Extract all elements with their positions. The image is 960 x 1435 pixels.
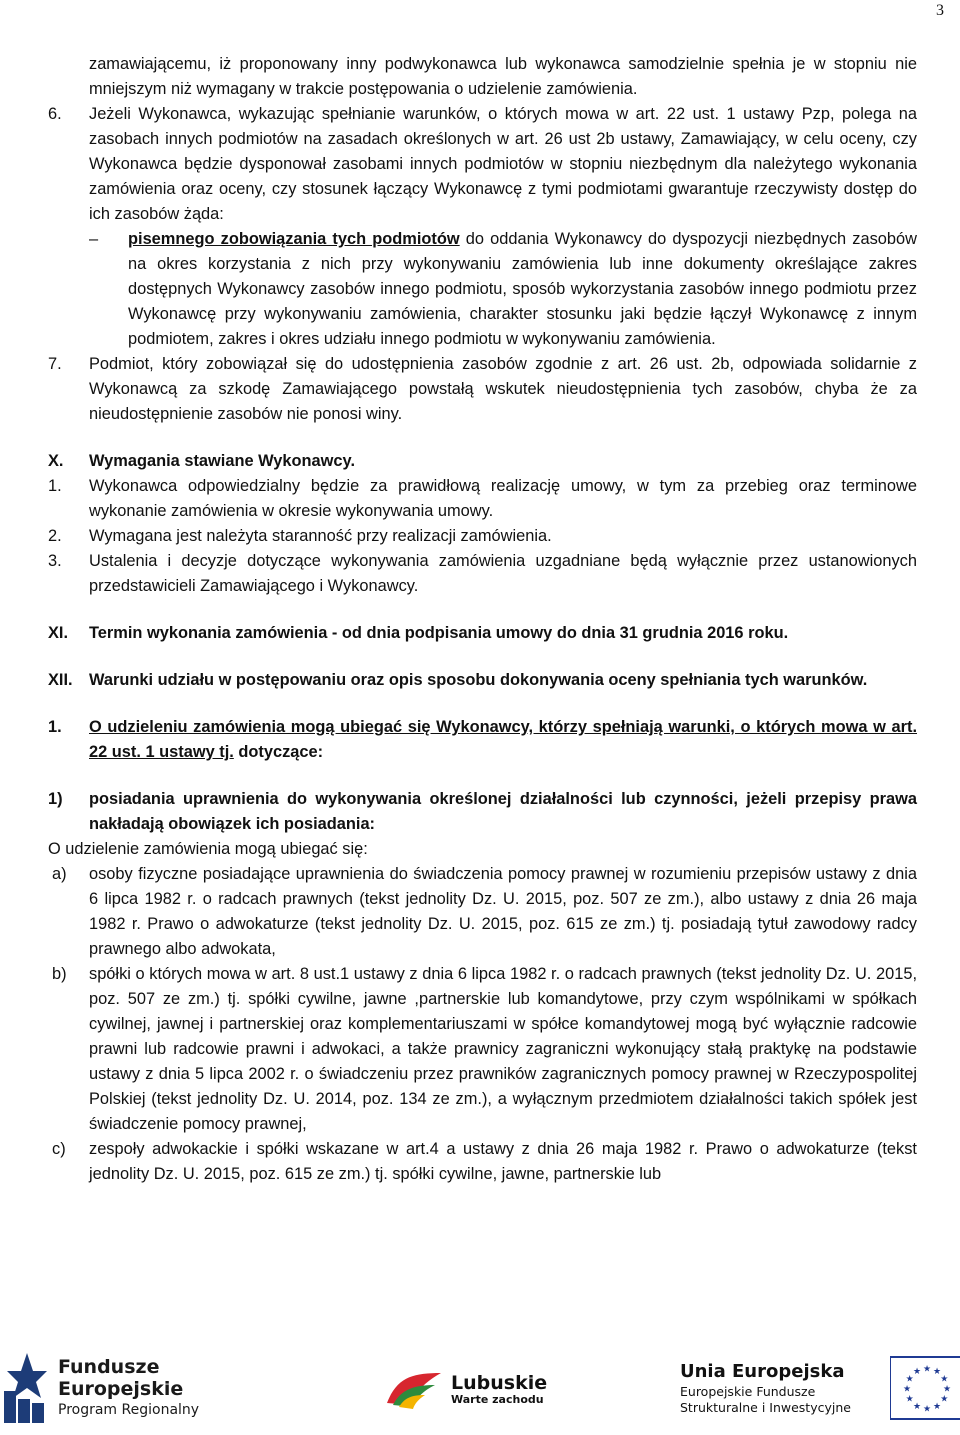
item-number: 1) bbox=[48, 790, 63, 808]
footer-logos bbox=[0, 1345, 960, 1435]
ue-line2: Europejskie Fundusze bbox=[680, 1384, 816, 1399]
list-item bbox=[0, 474, 960, 524]
letter-item-a bbox=[0, 862, 960, 962]
item-text: Wykonawca odpowiedzialny będzie za prawidłową realizację umowy, w tym za przebieg oraz terminowe wykonanie zamówienia w okresie wykonywania umowy. bbox=[89, 477, 917, 520]
section-title: Termin wykonania zamówienia - od dnia podpisania umowy do dnia 31 grudnia 2016 roku. bbox=[89, 624, 789, 642]
section-heading-x bbox=[0, 449, 960, 474]
item-text: Ustalenia i decyzje dotyczące wykonywania zamówienia uzgadniane będą wyłącznie przez ustanowionych przedstawicieli Zamawiającego i Wykonawcy. bbox=[89, 552, 917, 595]
letter-text: osoby fizyczne posiadające uprawnienia do świadczenia pomocy prawnej w rozumieniu przepisów ustawy z dnia 6 lipca 1982 r. o radcach prawnych (tekst jednolity Dz. U. 2015, poz. 507 ze zm.), albo ustawy z dnia 26 maja 1982 r. Prawo o adwokaturze (tekst jednolity Dz. U. 2015, poz. 615 ze zm.) tj. posiadają tytuł zawodowy radcy prawnego albo adwokata, bbox=[89, 865, 917, 958]
eu-star-icon: ★ bbox=[922, 1363, 932, 1374]
eu-star-icon: ★ bbox=[922, 1403, 932, 1414]
letter-label: a) bbox=[52, 865, 67, 883]
item-number: 1. bbox=[48, 477, 62, 495]
page-number: 3 bbox=[936, 2, 944, 19]
fe-line1: Fundusze bbox=[58, 1356, 160, 1378]
lubuskie-emblem-icon bbox=[383, 1367, 445, 1411]
item-number: 7. bbox=[48, 355, 62, 373]
eu-star-icon: ★ bbox=[905, 1373, 914, 1384]
dash-item bbox=[0, 227, 960, 352]
ue-line3: Strukturalne i Inwestycyjne bbox=[680, 1400, 851, 1415]
item-text: Wymagana jest należyta staranność przy realizacji zamówienia. bbox=[89, 527, 552, 545]
dash-bullet: – bbox=[89, 230, 99, 248]
intro-line: O udzielenie zamówienia mogą ubiegać się: bbox=[48, 840, 368, 858]
paragraph-text: Jeżeli Wykonawca, wykazując spełnianie warunków, o których mowa w art. 22 ust. 1 ustawy Pzp, polega na zasobach innych podmiotów na zasadach określonych w art. 26 ust 2b ustawy, Zamawiający, w celu oceny, czy Wykonawca będzie dysponował zasobami innych podmiotów w stopniu niezbędnym dla należytego wykonania zamówienia oraz oceny, czy stosunek łączący Wykonawcę z tymi podmiotami gwarantuje rzeczywisty dostęp do ich zasobów żąda: bbox=[89, 105, 917, 223]
eu-star-icon: ★ bbox=[932, 1366, 942, 1377]
list-item bbox=[0, 524, 960, 549]
condition-item-1 bbox=[0, 715, 960, 765]
section-number: XI. bbox=[48, 624, 69, 642]
eu-star-icon: ★ bbox=[932, 1400, 942, 1411]
eu-star-icon: ★ bbox=[912, 1366, 922, 1377]
fe-line3: Program Regionalny bbox=[58, 1402, 200, 1418]
condition-text: O udzieleniu zamówienia mogą ubiegać się Wykonawcy, którzy spełniają warunki, o których mowa w art. 22 ust. 1 ustawy tj. bbox=[89, 718, 917, 761]
sub-condition-1 bbox=[0, 787, 960, 837]
eu-star-icon: ★ bbox=[912, 1400, 922, 1411]
document-body bbox=[0, 52, 960, 1187]
ue-line1: Unia Europejska bbox=[680, 1361, 845, 1382]
item-number: 3. bbox=[48, 552, 62, 570]
letter-text: spółki o których mowa w art. 8 ust.1 ustawy z dnia 6 lipca 1982 r. o radcach prawnych (tekst jednolity Dz. U. 2015, poz. 507 ze zm.) tj. spółki cywilne, jawne ,partnerskie lub komandytowe, przy czym wspólnikami w spółkach cywilnej, jawnej i partnerskiej oraz komplementariuszami w spółce komandytowej mogą być wyłącznie radcowie prawni lub radcowie prawni i adwokaci, a także prawnicy zagraniczni wykonujący stałą praktykę na podstawie ustawy z dnia 5 lipca 2002 r. o świadczeniu przez prawników zagranicznych pomocy prawnej w Rzeczypospolitej Polskiej (tekst jednolity Dz. U. 2014, poz. 134 ze zm.), a wyłącznym przedmiotem działalności takich spółek jest świadczenie pomocy prawnej, bbox=[89, 965, 917, 1133]
emphasis-text: pisemnego zobowiązania tych podmiotów bbox=[128, 230, 460, 248]
paragraph-continuation: zamawiającemu, iż proponowany inny podwykonawca lub wykonawca samodzielnie spełnia je w stopniu nie mniejszym niż wymagany w trakcie postępowania o udzielenie zamówienia. bbox=[89, 55, 917, 98]
condition-tail: dotyczące: bbox=[233, 743, 324, 761]
dash-item-text: do oddania Wykonawcy do dyspozycji niezbędnych zasobów na okres korzystania z nich przy wykonywaniu zamówienia lub inne dokumenty określające zakres dostępnych Wykonawcy zasobów innego podmiotu, sposób wykorzystania zasobów innego podmiotu przez Wykonawcę przy wykonywaniu zamówienia, charakter stosunku jaki będzie łączył Wykonawcę z innym podmiotem, zakres i okres udziału innego podmiotu w wykonywaniu zamówienia. bbox=[128, 230, 917, 348]
eu-star-icon: ★ bbox=[940, 1373, 949, 1384]
section-heading-xii bbox=[0, 668, 960, 693]
list-item bbox=[0, 549, 960, 599]
paragraph-7 bbox=[0, 352, 960, 427]
paragraph-text: Podmiot, który zobowiązał się do udostępnienia zasobów zgodnie z art. 26 ust. 2b, odpowiada solidarnie z Wykonawcą za szkodę Zamawiającego powstałą wskutek nieudostępnienia tych zasobów, chyba że za nieudostępnienie zasobów nie ponosi winy. bbox=[89, 355, 917, 423]
sub-condition-text: posiadania uprawnienia do wykonywania określonej działalności lub czynności, jeżeli przepisy prawa nakładają obowiązek ich posiadania: bbox=[89, 790, 917, 833]
letter-item-b bbox=[0, 962, 960, 1137]
lubuskie-logo bbox=[383, 1367, 547, 1411]
paragraph-6 bbox=[0, 102, 960, 227]
eu-star-icon: ★ bbox=[905, 1393, 914, 1404]
lubuskie-tagline: Warte zachodu bbox=[451, 1392, 544, 1406]
letter-label: c) bbox=[52, 1140, 66, 1158]
eu-star-icon: ★ bbox=[940, 1393, 949, 1404]
item-number: 6. bbox=[48, 105, 62, 123]
fe-star-icon bbox=[2, 1351, 48, 1425]
eu-star-icon: ★ bbox=[942, 1383, 952, 1394]
section-number: X. bbox=[48, 452, 64, 470]
section-heading-xi bbox=[0, 621, 960, 646]
section-number: XII. bbox=[48, 671, 73, 689]
letter-label: b) bbox=[52, 965, 67, 983]
item-number: 2. bbox=[48, 527, 62, 545]
item-number: 1. bbox=[48, 718, 62, 736]
unia-europejska-logo bbox=[680, 1353, 960, 1423]
fundusze-europejskie-logo bbox=[2, 1351, 199, 1425]
lubuskie-name: Lubuskie bbox=[451, 1371, 548, 1394]
section-title: Wymagania stawiane Wykonawcy. bbox=[89, 452, 355, 470]
eu-flag-icon bbox=[890, 1353, 960, 1423]
eu-star-icon: ★ bbox=[902, 1383, 912, 1394]
fe-line2: Europejskie bbox=[58, 1378, 184, 1400]
section-title: Warunki udziału w postępowaniu oraz opis sposobu dokonywania oceny spełniania tych warunków. bbox=[89, 671, 868, 689]
letter-text: zespoły adwokackie i spółki wskazane w art.4 a ustawy z dnia 26 maja 1982 r. Prawo o adwokaturze (tekst jednolity Dz. U. 2015, poz. 615 ze zm.) tj. spółki cywilne, jawne, partnerskie lub bbox=[89, 1140, 917, 1183]
letter-item-c bbox=[0, 1137, 960, 1187]
